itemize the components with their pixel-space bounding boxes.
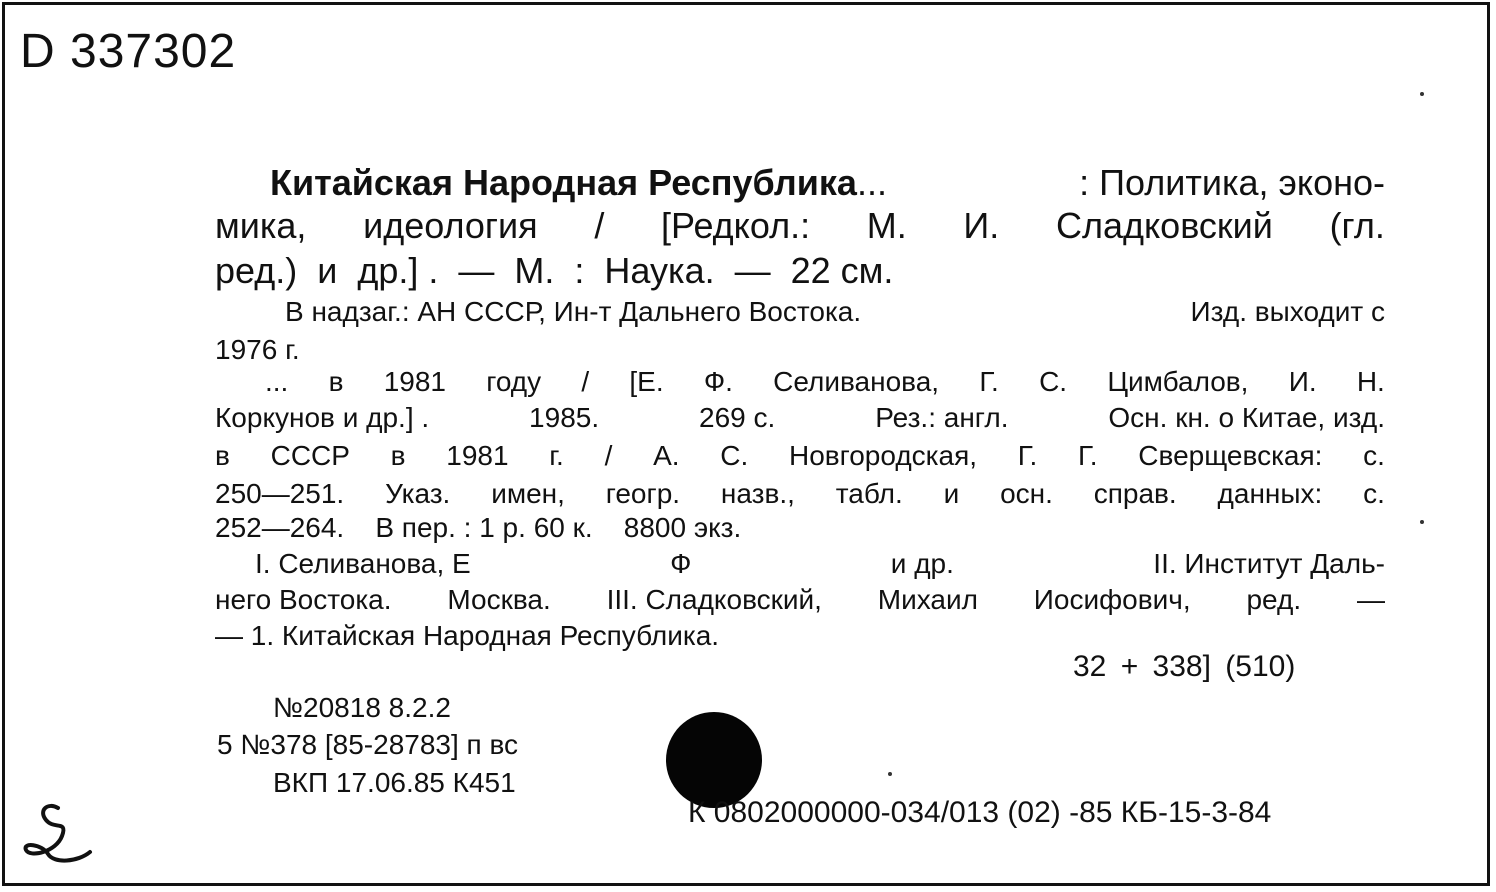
accession-line-2: 5 №378 [85-28783] п вс	[217, 729, 519, 760]
word: Ф.	[703, 366, 733, 397]
word: Н.	[1356, 366, 1385, 397]
title-line-1	[270, 162, 1385, 204]
binding-price-run: 252—264. В пер. : 1 р. 60 к. 8800 экз.	[215, 512, 742, 543]
word: Сладковский	[1055, 205, 1273, 246]
word: (гл.	[1329, 205, 1385, 246]
word: 1981	[446, 440, 509, 471]
word: Г.	[979, 366, 999, 397]
word: в	[328, 366, 344, 397]
word: СССР	[270, 440, 350, 471]
accession-line-3: ВКП 17.06.85 К451	[273, 767, 516, 798]
word: /	[604, 440, 613, 471]
word: осн.	[1000, 478, 1053, 509]
word: 1985.	[529, 402, 600, 433]
word: Указ.	[385, 478, 451, 509]
entry: и др.	[890, 548, 954, 579]
entry: него Востока.	[215, 584, 392, 615]
word: году	[486, 366, 542, 397]
word: имен,	[491, 478, 565, 509]
word: [Редкол.:	[661, 205, 811, 246]
subject-heading: — 1. Китайская Народная Республика.	[215, 620, 720, 651]
word: в	[390, 440, 406, 471]
publishing-note: Изд. выходит с	[1190, 296, 1385, 327]
word: С.	[720, 440, 749, 471]
volume-line-3	[215, 440, 1385, 472]
word: данных:	[1217, 478, 1323, 509]
word: Новгородская,	[788, 440, 978, 471]
word: с.	[1363, 440, 1385, 471]
word: М.	[866, 205, 907, 246]
title-subtitle: : Политика, эконо-	[1079, 162, 1385, 203]
word: справ.	[1093, 478, 1177, 509]
word: Сверщевская:	[1138, 440, 1323, 471]
nadzag-note: В надзаг.: АН СССР, Ин-т Дальнего Востока.	[285, 296, 862, 327]
word: С.	[1039, 366, 1068, 397]
word: Г.	[1017, 440, 1038, 471]
volume-line-5	[215, 512, 1385, 544]
word: Коркунов и др.] .	[215, 402, 430, 433]
catalog-code: К 0802000000-034/013 (02) -85 КБ-15-3-84	[688, 796, 1272, 829]
word: с.	[1363, 478, 1385, 509]
word: И.	[963, 205, 1000, 246]
word: 250—251.	[215, 478, 345, 509]
word: Рез.: англ.	[875, 402, 1009, 433]
title-main: Китайская Народная Республика	[270, 162, 857, 203]
word: табл.	[835, 478, 903, 509]
word: Селиванова,	[773, 366, 940, 397]
word: и	[943, 478, 960, 509]
entry: Ф	[670, 548, 692, 579]
word: Цимбалов,	[1107, 366, 1249, 397]
word: ...	[265, 366, 289, 397]
word: г.	[549, 440, 564, 471]
entry: III. Сладковский,	[606, 584, 822, 615]
speck	[1420, 92, 1424, 96]
handwritten-mark-icon	[18, 800, 98, 870]
added-entries-line-2	[215, 584, 1385, 616]
volume-line-4	[215, 478, 1385, 510]
entry: Иосифович,	[1033, 584, 1191, 615]
added-entries-line-1	[255, 548, 1385, 580]
entry: Москва.	[447, 584, 551, 615]
volume-line-2	[215, 402, 1385, 434]
word: Г.	[1078, 440, 1098, 471]
speck	[888, 772, 892, 776]
word: идеология	[363, 205, 538, 246]
accession-line-1: №20818 8.2.2	[273, 692, 451, 723]
added-entries-line-3	[215, 620, 1385, 652]
call-number: D 337302	[20, 25, 237, 78]
entry: Михаил	[877, 584, 978, 615]
entry: I. Селиванова, Е	[255, 548, 471, 579]
word: /	[594, 205, 605, 246]
volume-line-1	[265, 366, 1385, 398]
word: И.	[1288, 366, 1317, 397]
word: 269 с.	[699, 402, 776, 433]
word: /	[581, 366, 590, 397]
nadzag-line-1	[285, 296, 1385, 328]
entry: —	[1356, 584, 1385, 615]
title-ellipsis: ...	[856, 162, 887, 203]
title-line-2	[215, 205, 1385, 247]
word: А.	[653, 440, 680, 471]
title-line-3	[215, 250, 1385, 292]
word: назв.,	[720, 478, 795, 509]
word: геогр.	[605, 478, 681, 509]
word: мика,	[215, 205, 307, 246]
classification-code: 32 + 338] (510)	[1073, 650, 1296, 683]
punch-hole	[666, 712, 762, 808]
entry: ред.	[1246, 584, 1302, 615]
entry: II. Институт Даль-	[1153, 548, 1385, 579]
publication-line: ред.) и др.] . — М. : Наука. — 22 см.	[215, 250, 894, 291]
start-year: 1976 г.	[215, 334, 300, 365]
word: [Е.	[629, 366, 664, 397]
speck	[1420, 520, 1424, 524]
nadzag-line-2	[215, 334, 1385, 366]
word: Осн. кн. о Китае, изд.	[1108, 402, 1385, 433]
word: в	[215, 440, 230, 471]
word: 1981	[383, 366, 446, 397]
